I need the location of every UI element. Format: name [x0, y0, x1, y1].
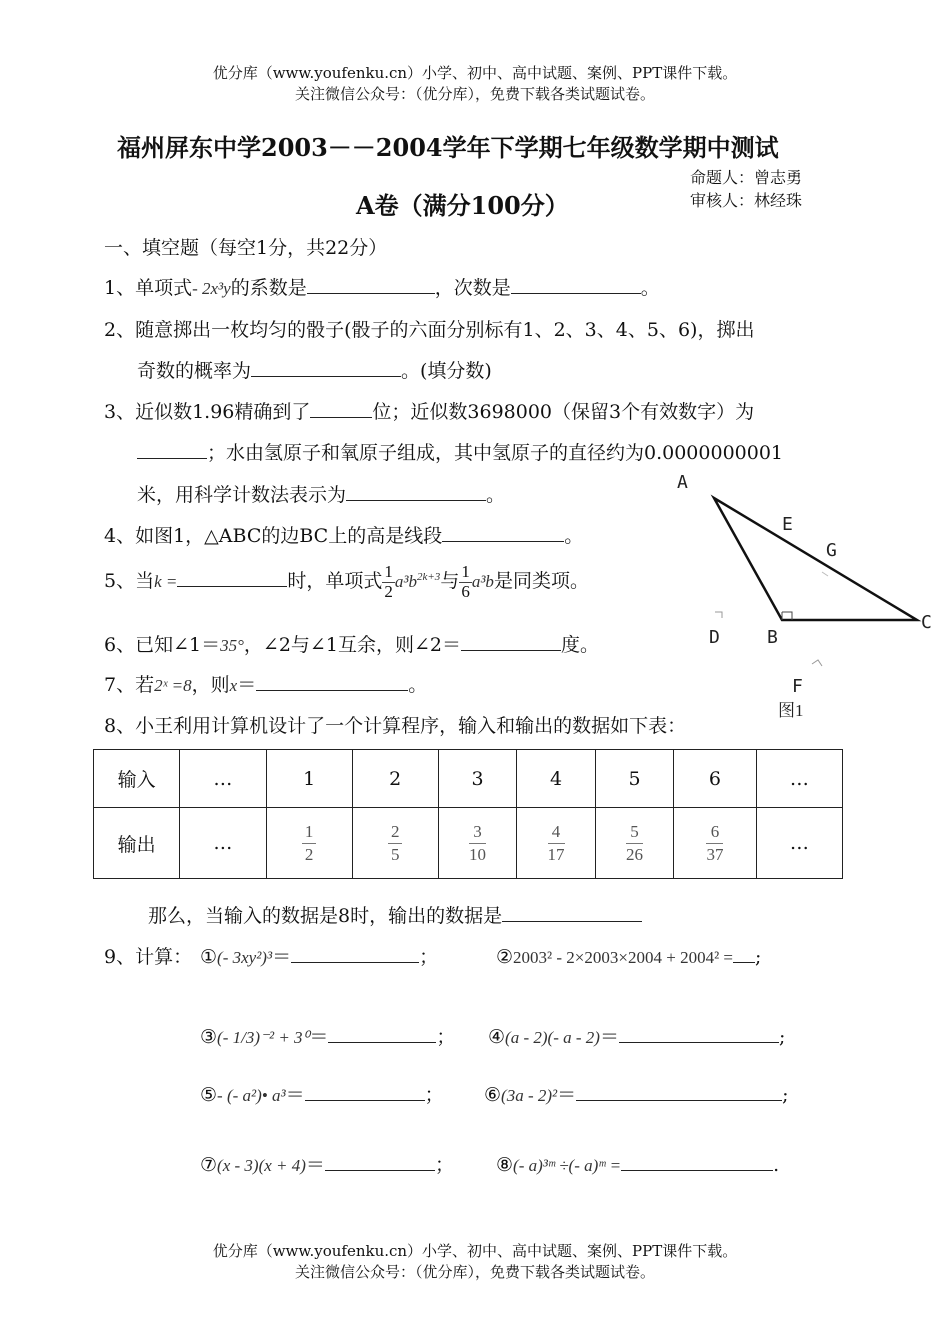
q4-prefix: 4、如图1，△ABC的边BC上的高是线段: [104, 525, 443, 547]
q7-end: 。: [408, 674, 428, 696]
q9-item-6-num: ⑥: [484, 1084, 502, 1106]
q1-end: 。: [640, 277, 660, 299]
q9-item-7-eq: ＝: [305, 1154, 325, 1176]
q5-var: k =: [154, 572, 178, 592]
q9-item-3: ③(- 1/3)⁻² + 3⁰＝ ；: [200, 1022, 455, 1049]
exam-author: 命题人：曾志勇: [690, 168, 803, 187]
q9-item-5-num: ⑤: [200, 1084, 218, 1106]
output-cell: …: [756, 808, 842, 879]
q9-item-3-expr: (- 1/3)⁻² + 3⁰: [217, 1028, 310, 1047]
question-8: 8、小王利用计算机设计了一个计算程序，输入和输出的数据如下表：: [104, 715, 687, 737]
header-line-2: 关注微信公众号：（优分库），免费下载各类试题试卷。: [294, 85, 655, 103]
q6-value: 35°: [220, 636, 244, 655]
footer-line-1: 优分库（www.youfenku.cn）小学、初中、高中试题、案例、PPT课件下载。: [212, 1242, 738, 1260]
label-g: G: [826, 540, 837, 561]
q9-item-2-expr: 2003² - 2×2003×2004 + 2004² =: [513, 948, 734, 967]
io-table: [93, 749, 843, 879]
q9-item-1-blank[interactable]: [291, 942, 419, 963]
q1-prefix: 1、单项式: [104, 277, 193, 299]
q5-fraction-2: $\frac{1}{6}$: [461, 562, 470, 601]
question-3-line-3: [137, 480, 505, 507]
q9-item-4-blank[interactable]: [619, 1022, 779, 1043]
tick-mark-g: [822, 572, 828, 576]
input-cell: 4: [517, 750, 596, 808]
q5-mid2: 与: [440, 570, 460, 593]
input-cell: 3: [438, 750, 517, 808]
q7-prefix: 7、若: [104, 674, 155, 696]
q3-line2-text: ；水由氢原子和氧原子组成，其中氢原子的直径约为0.0000000001: [207, 442, 784, 464]
question-9-prefix: 9、计算：: [104, 946, 193, 968]
question-2-line-2: [137, 356, 492, 383]
q3-line3-end: 。: [486, 484, 506, 506]
q2-end: 。(填分数): [401, 360, 492, 382]
question-8-followup: [148, 901, 642, 928]
q9-item-1-num: ①: [200, 946, 218, 968]
q3-mid: 位；近似数3698000（保留3个有效数字）为: [372, 401, 755, 423]
q3-line3-prefix: 米，用科学计数法表示为: [137, 484, 347, 506]
label-a: A: [677, 472, 688, 493]
q9-item-1-eq: ＝: [272, 946, 292, 968]
q9-item-8-blank[interactable]: [621, 1150, 773, 1171]
q3-blank-3[interactable]: [346, 480, 486, 501]
q1-blank-2[interactable]: [511, 273, 641, 294]
q1-mid2: ，次数是: [434, 277, 511, 299]
q9-item-4-eq: ＝: [599, 1026, 619, 1048]
label-d: D: [709, 627, 720, 648]
exam-title: 福州屏东中学2003－－2004学年下学期七年级数学期中测试: [117, 133, 779, 162]
q5-blank[interactable]: [177, 566, 287, 587]
q3-blank-1[interactable]: [310, 397, 372, 418]
q9-item-5-eq: ＝: [285, 1084, 305, 1106]
input-cell: 1: [266, 750, 352, 808]
q6-prefix: 6、已知∠1＝: [104, 634, 221, 656]
tick-mark-f: [812, 660, 822, 666]
q3-prefix: 3、近似数1.96精确到了: [104, 401, 311, 423]
q1-expr: - 2x³y: [192, 279, 231, 298]
input-cell: …: [756, 750, 842, 808]
q5-term-1: a³b: [394, 572, 417, 592]
label-e: E: [782, 514, 793, 535]
question-6: [104, 630, 599, 657]
q8-followup-text: 那么，当输入的数据是8时，输出的数据是: [148, 905, 503, 927]
question-3-line-1: [104, 397, 754, 424]
input-cell: …: [180, 750, 266, 808]
q7-var: x: [229, 676, 238, 695]
q9-item-8-num: ⑧: [496, 1154, 514, 1176]
q9-item-7-num: ⑦: [200, 1154, 218, 1176]
q5-end: 是同类项。: [493, 570, 589, 593]
q7-blank[interactable]: [256, 670, 408, 691]
q5-prefix: 5、当: [104, 570, 155, 593]
q9-item-3-eq: ＝: [309, 1026, 329, 1048]
q6-mid: ，∠2与∠1互余，则∠2＝: [243, 634, 461, 656]
q9-item-4-num: ④: [488, 1026, 506, 1048]
label-b: B: [767, 627, 778, 648]
section-heading: 一、填空题（每空1分，共22分）: [104, 237, 388, 259]
exam-subtitle: A卷（满分100分）: [356, 191, 569, 220]
question-5: [104, 563, 589, 601]
q9-item-3-num: ③: [200, 1026, 218, 1048]
output-cell: $\frac{5}{26}$: [595, 808, 674, 879]
q9-item-7-expr: (x - 3)(x + 4): [217, 1156, 306, 1175]
q9-item-2-blank[interactable]: [733, 942, 755, 963]
q2-prefix: 奇数的概率为: [137, 360, 252, 382]
triangle-figure: [670, 460, 940, 730]
q4-end: 。: [564, 525, 584, 547]
q8-blank[interactable]: [502, 901, 642, 922]
output-cell: $\frac{1}{2}$: [266, 808, 352, 879]
label-f: F: [792, 676, 803, 697]
output-cell: $\frac{4}{17}$: [517, 808, 596, 879]
row-label-input: 输入: [94, 750, 180, 808]
output-cell: …: [180, 808, 266, 879]
question-4: [104, 521, 583, 548]
q7-mid: ，则: [191, 674, 230, 696]
q1-blank-1[interactable]: [307, 273, 435, 294]
q9-item-4: ④(a - 2)(- a - 2)＝ ;: [488, 1022, 785, 1049]
q9-item-7-blank[interactable]: [325, 1150, 435, 1171]
q9-item-6-expr: (3a - 2)²: [501, 1086, 558, 1105]
input-cell: 6: [674, 750, 756, 808]
triangle-abc: [714, 498, 917, 620]
output-cell: $\frac{2}{5}$: [352, 808, 438, 879]
row-label-output: 输出: [94, 808, 180, 879]
q9-item-7: ⑦(x - 3)(x + 4)＝ ；: [200, 1150, 454, 1177]
output-cell: $\frac{6}{37}$: [674, 808, 756, 879]
q9-item-8: ⑧(- a)³ᵐ ÷(- a)ᵐ = .: [496, 1150, 779, 1176]
output-cell: $\frac{3}{10}$: [438, 808, 517, 879]
label-c: C: [921, 612, 932, 633]
q9-item-4-expr: (a - 2)(- a - 2): [505, 1028, 600, 1047]
q5-term-2: a³b: [471, 572, 494, 592]
figure-caption: 图1: [778, 701, 804, 720]
q6-blank[interactable]: [461, 630, 561, 651]
q6-end: 度。: [560, 634, 599, 656]
q9-item-1-expr: (- 3xy²)³: [217, 948, 273, 967]
footer-line-2: 关注微信公众号：（优分库），免费下载各类试题试卷。: [294, 1263, 655, 1281]
q7-eq: ＝: [237, 674, 257, 696]
table-row-input: [94, 750, 843, 808]
q9-item-6: ⑥(3a - 2)²＝ ;: [484, 1080, 789, 1107]
table-row-output: [94, 808, 843, 879]
q9-item-2-num: ②: [496, 946, 514, 968]
q5-mid: 时，单项式: [287, 570, 383, 593]
q2-blank[interactable]: [251, 356, 401, 377]
q9-item-5: ⑤- (- a²)• a³＝ ；: [200, 1080, 444, 1107]
q9-item-8-expr: (- a)³ᵐ ÷(- a)ᵐ =: [513, 1156, 622, 1175]
q4-blank[interactable]: [442, 521, 564, 542]
q9-item-5-expr: - (- a²)• a³: [217, 1086, 286, 1105]
input-cell: 5: [595, 750, 674, 808]
exam-reviewer: 审核人：林经珠: [690, 191, 803, 210]
q7-expr: 2ˣ =8: [154, 676, 192, 695]
q1-mid: 的系数是: [230, 277, 307, 299]
q9-item-1: ①(- 3xy²)³＝ ；: [200, 942, 438, 969]
q9-item-5-blank[interactable]: [305, 1080, 425, 1101]
q5-term-1-exp: 2k+3: [417, 570, 441, 583]
q9-item-3-blank[interactable]: [328, 1022, 436, 1043]
q9-item-2: ②2003² - 2×2003×2004 + 2004² = ;: [496, 942, 761, 968]
input-cell: 2: [352, 750, 438, 808]
header-line-1: 优分库（www.youfenku.cn）小学、初中、高中试题、案例、PPT课件下载。: [212, 64, 738, 82]
q5-fraction-1: $\frac{1}{2}$: [384, 562, 393, 601]
question-7: [104, 670, 427, 697]
tick-mark-d: [715, 612, 722, 618]
question-2-line-1: 2、随意掷出一枚均匀的骰子(骰子的六面分别标有1、2、3、4、5、6)，掷出: [104, 319, 755, 341]
q9-item-6-blank[interactable]: [576, 1080, 782, 1101]
question-1: [104, 273, 660, 300]
q3-blank-2[interactable]: [137, 438, 207, 459]
q9-item-6-eq: ＝: [557, 1084, 577, 1106]
